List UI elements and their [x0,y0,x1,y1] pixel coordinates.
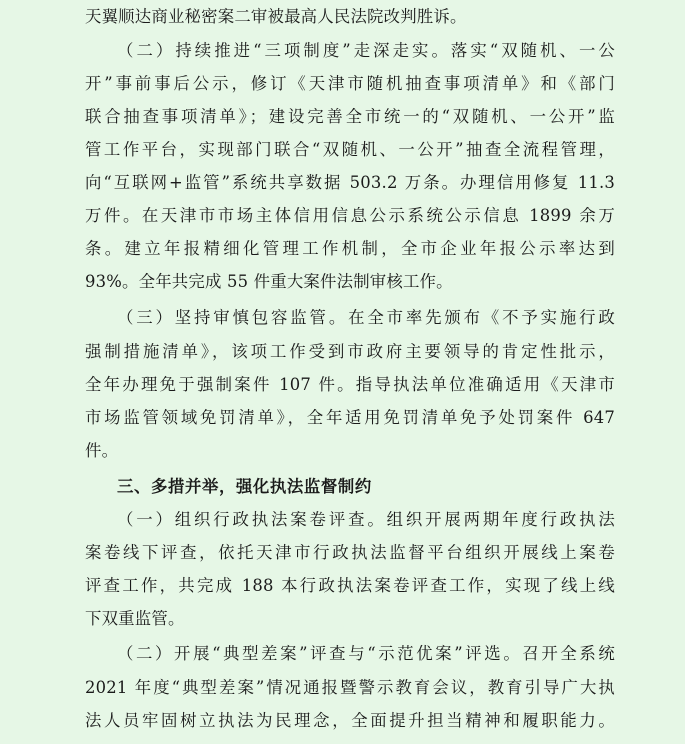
text-line: 开”事前事后公示，修订《天津市随机抽查事项清单》和《部门 [85,74,615,93]
text-line: 2021 年度“典型差案”情况通报暨警示教育会议，教育引导广大执 [85,678,615,697]
text-line: 下双重监管。 [85,609,185,628]
text-line: 天翼顺达商业秘密案二审被最高人民法院改判胜诉。 [85,7,467,26]
text-line: 法人员牢固树立执法为民理念，全面提升担当精神和履职能力。 [85,711,615,730]
text-line: 93%。全年共完成 55 件重大案件法制审核工作。 [85,272,453,291]
text-line: （二）持续推进“三项制度”走深走实。落实“双随机、一公 [117,41,615,60]
text-line: 案卷线下评查，依托天津市行政执法监督平台组织开展线上案卷 [85,543,615,562]
text-line: 评查工作，共完成 188 本行政执法案卷评查工作，实现了线上线 [85,576,615,595]
text-line: （一）组织行政执法案卷评查。组织开展两期年度行政执法 [117,510,615,529]
text-line: 强制措施清单》，该项工作受到市政府主要领导的肯定性批示， [85,342,615,361]
text-line: 件。 [85,441,119,460]
section-heading: 三、多措并举，强化执法监督制约 [117,477,372,496]
text-line: 条。建立年报精细化管理工作机制，全市企业年报公示率达到 [85,239,615,258]
text-line: 管工作平台，实现部门联合“双随机、一公开”抽查全流程管理， [85,140,615,159]
text-line: 市场监管领域免罚清单》，全年适用免罚清单免予处罚案件 647 [85,408,615,427]
text-line: （三）坚持审慎包容监管。在全市率先颁布《不予实施行政 [117,308,615,327]
text-line: （二）开展“典型差案”评查与“示范优案”评选。召开全系统 [117,644,615,663]
text-line: 向“互联网+监管”系统共享数据 503.2 万条。办理信用修复 11.3 [85,173,615,192]
text-line: 万件。在天津市市场主体信用信息公示系统公示信息 1899 余万 [85,206,615,225]
text-line: 联合抽查事项清单》；建设完善全市统一的“双随机、一公开”监 [85,107,615,126]
text-line: 全年办理免于强制案件 107 件。指导执法单位准确适用《天津市 [85,375,615,394]
